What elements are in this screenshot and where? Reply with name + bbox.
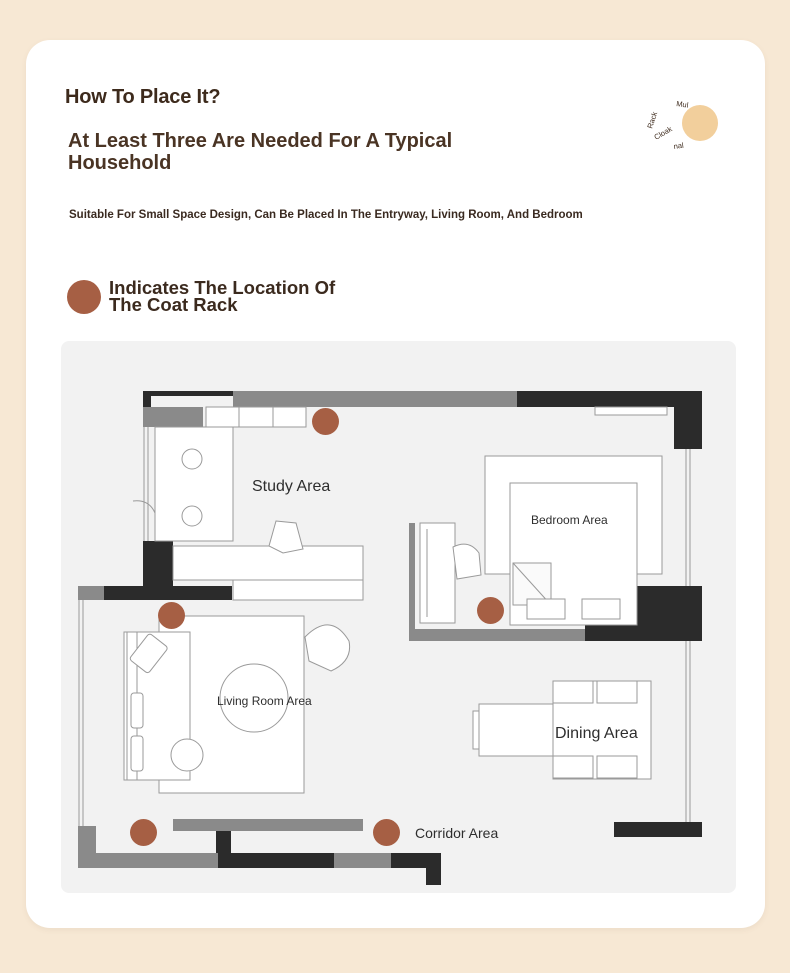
coat-rack-marker-study bbox=[312, 408, 339, 435]
floor-plan bbox=[61, 341, 736, 893]
dining-area-label: Dining Area bbox=[555, 725, 638, 742]
page-subtitle: At Least Three Are Needed For A Typical Household bbox=[68, 130, 453, 174]
circular-text-logo-icon bbox=[646, 92, 726, 156]
corridor-area-label: Corridor Area bbox=[415, 825, 499, 841]
study-area-label: Study Area bbox=[252, 478, 331, 495]
coat-rack-marker-corridor bbox=[373, 819, 400, 846]
svg-text:Mul: Mul bbox=[675, 99, 689, 110]
page-title: How To Place It? bbox=[65, 86, 221, 108]
bedroom-area-label: Bedroom Area bbox=[531, 513, 608, 527]
living-room-area-label: Living Room Area bbox=[217, 694, 312, 708]
coat-rack-marker-bedroom bbox=[477, 597, 504, 624]
svg-text:Cloak: Cloak bbox=[652, 124, 674, 142]
page-description: Suitable For Small Space Design, Can Be Placed In The Entryway, Living Room, And Bedroom bbox=[69, 209, 583, 221]
legend-marker-icon bbox=[67, 280, 101, 314]
svg-text:nal: nal bbox=[673, 140, 685, 151]
legend-label: Indicates The Location Of The Coat Rack bbox=[109, 277, 336, 315]
coat-rack-marker-living bbox=[158, 602, 185, 629]
coat-rack-marker-entry bbox=[130, 819, 157, 846]
brand-badge bbox=[646, 92, 726, 156]
svg-text:Rack: Rack bbox=[646, 110, 660, 130]
